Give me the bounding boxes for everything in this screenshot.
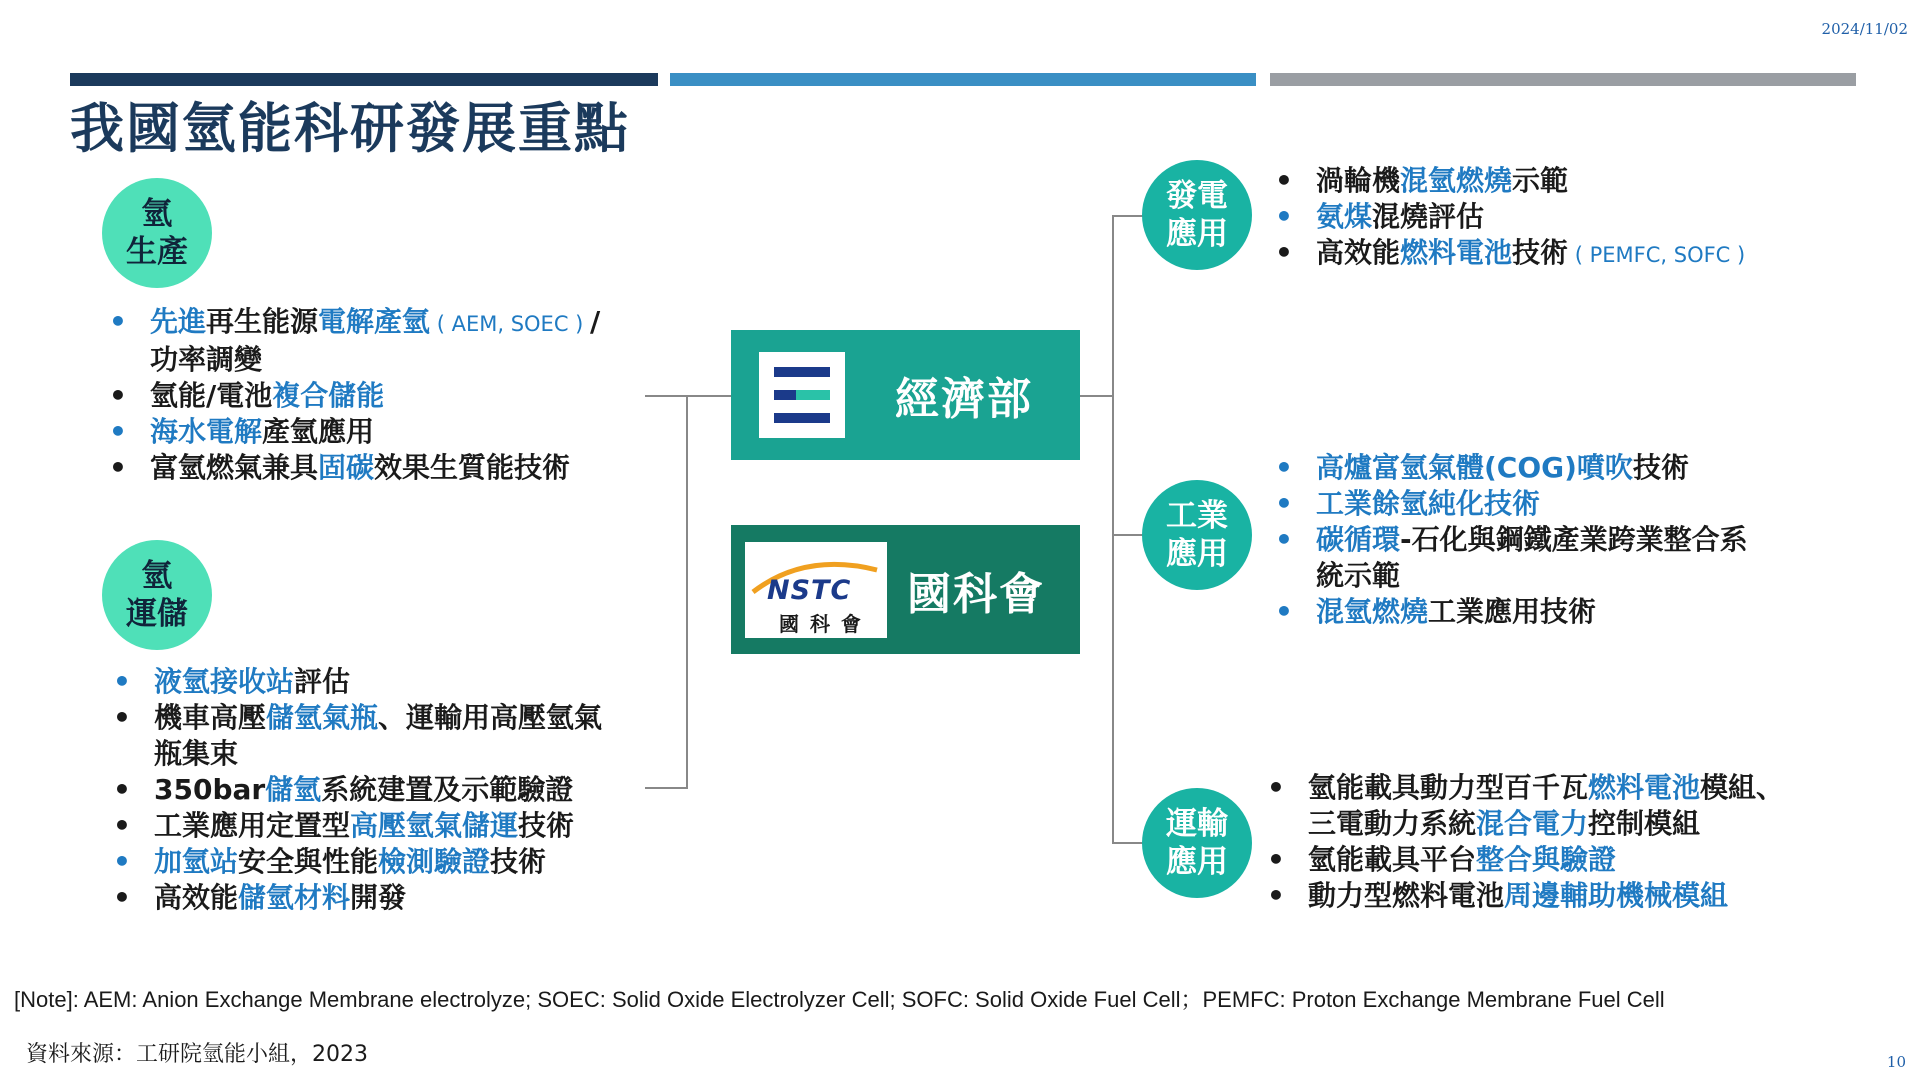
list-item	[1266, 878, 1906, 914]
list-item-text: 混合電力	[1476, 807, 1589, 840]
list-item	[112, 772, 652, 808]
list-item	[108, 304, 648, 378]
list-item-text: 模組、	[1700, 771, 1785, 804]
list-item-text: 加氫站	[154, 845, 239, 878]
list-item-text: 混燒評估	[1372, 200, 1485, 233]
hydrogen-storage-circle	[102, 540, 212, 650]
list-item-text: ( PEMFC, SOFC )	[1568, 243, 1746, 267]
circle-label-line2: 運儲	[126, 596, 188, 632]
list-item-text: 先進	[150, 305, 207, 338]
list-item	[112, 664, 652, 700]
circle-label-line2: 應用	[1166, 536, 1228, 572]
hydrogen-production-circle	[102, 178, 212, 288]
list-item	[1274, 163, 1894, 199]
list-item-text: 、運輸用高壓氫氣	[378, 701, 603, 734]
list-item-text: 效果生質能技術	[374, 451, 571, 484]
moea-label: 經濟部	[895, 374, 1033, 425]
list-item	[1274, 235, 1894, 273]
logo-stripe	[774, 390, 796, 400]
nstc-logo-subtext: 國 科 會	[779, 611, 863, 636]
list-item-text: 高效能	[154, 881, 239, 914]
list-item-text: 海水電解	[150, 415, 263, 448]
list-item-text: 儲氫氣瓶	[266, 701, 379, 734]
list-item-text: 氫能載具平台	[1308, 843, 1477, 876]
power-application-circle	[1142, 160, 1252, 270]
list-item	[108, 414, 648, 450]
connector-line	[687, 395, 731, 397]
list-item-text: 氨煤	[1316, 200, 1373, 233]
power-list	[1274, 163, 1894, 273]
circle-label-line1: 氫	[141, 558, 173, 594]
header-bar-3	[1270, 73, 1856, 86]
list-item-text: 評估	[294, 665, 351, 698]
list-item	[1274, 522, 1894, 594]
list-item-text: 技術	[490, 845, 547, 878]
production-list	[108, 304, 648, 486]
circle-label-line2: 生產	[126, 234, 188, 270]
list-item-text: 350bar	[154, 773, 266, 806]
list-item-text: 工業應用定置型	[154, 809, 351, 842]
transport-list	[1266, 770, 1906, 914]
source-label: 資料來源：工研院氫能小組，2023	[26, 1042, 368, 1067]
list-item-text: 開發	[350, 881, 407, 914]
list-item-text: 高效能	[1316, 236, 1401, 269]
list-item-text: 瓶集束	[154, 737, 239, 770]
list-item-text: 高壓氫氣儲運	[350, 809, 519, 842]
connector-line	[1112, 842, 1146, 844]
nstc-logo-text: NSTC	[767, 574, 852, 606]
list-item-text: 混氫燃燒	[1316, 595, 1429, 628]
list-item-text: 混氫燃燒	[1400, 164, 1513, 197]
list-item-text: 燃料電池	[1400, 236, 1513, 269]
list-item-text: 統示範	[1316, 559, 1401, 592]
list-item	[1266, 770, 1906, 842]
list-item-text: 工業應用技術	[1428, 595, 1597, 628]
list-item-text: 儲氫	[265, 773, 322, 806]
list-item-text: 動力型燃料電池	[1308, 879, 1505, 912]
list-item-text: 整合與驗證	[1476, 843, 1617, 876]
list-item	[112, 880, 652, 916]
list-item-text: 高爐富氫氣體(COG)噴吹	[1316, 451, 1633, 484]
list-item-text: -石化與鋼鐵產業跨業整合系	[1400, 523, 1748, 556]
list-item-text: ( AEM, SOEC )	[430, 312, 591, 336]
list-item-text: 示範	[1512, 164, 1569, 197]
list-item	[1274, 199, 1894, 235]
list-item	[108, 378, 648, 414]
list-item-text: 系統建置及示範驗證	[321, 773, 574, 806]
header-bar-2	[670, 73, 1256, 86]
list-item-text: 複合儲能	[272, 379, 385, 412]
list-item	[1274, 486, 1894, 522]
list-item	[1274, 450, 1894, 486]
list-item-text: 燃料電池	[1588, 771, 1701, 804]
date-label: 2024/11/02	[1821, 20, 1908, 38]
circle-label-line1: 氫	[141, 196, 173, 232]
connector-line	[1112, 215, 1146, 217]
list-item-text: 技術	[518, 809, 575, 842]
page-title: 我國氫能科研發展重點	[70, 97, 630, 160]
list-item-text: 再生能源	[206, 305, 319, 338]
circle-label-line1: 工業	[1166, 498, 1228, 534]
industry-application-circle	[1142, 480, 1252, 590]
list-item-text: /	[590, 305, 601, 338]
header-bar-1	[70, 73, 658, 86]
connector-line	[686, 395, 688, 789]
transport-application-circle	[1142, 788, 1252, 898]
connector-line	[645, 787, 687, 789]
footnote: [Note]: AEM: Anion Exchange Membrane electrolyze; SOEC: Solid Oxide Electrolyzer Cell; SOFC: Solid Oxide Fuel Cell；PEMFC: Proton Exchange Membrane Fuel Cell	[14, 987, 1665, 1012]
connector-line	[1080, 395, 1113, 397]
list-item-text: 產氫應用	[262, 415, 375, 448]
list-item-text: 安全與性能	[238, 845, 379, 878]
page-number: 10	[1886, 1053, 1906, 1071]
list-item	[112, 808, 652, 844]
list-item-text: 碳循環	[1316, 523, 1401, 556]
list-item-text: 周邊輔助機械模組	[1504, 879, 1729, 912]
list-item-text: 儲氫材料	[238, 881, 351, 914]
nstc-box	[731, 525, 1080, 654]
connector-line	[1112, 215, 1114, 844]
list-item-text: 技術	[1512, 236, 1569, 269]
list-item	[1274, 594, 1894, 630]
logo-stripe	[774, 367, 830, 377]
circle-label-line1: 運輸	[1166, 806, 1228, 842]
logo-stripe	[774, 413, 830, 423]
logo-stripe	[796, 390, 830, 400]
list-item-text: 氫能載具動力型百千瓦	[1308, 771, 1589, 804]
list-item	[112, 844, 652, 880]
list-item-text: 控制模組	[1588, 807, 1701, 840]
list-item	[1266, 842, 1906, 878]
connector-line	[1112, 534, 1146, 536]
storage-list	[112, 664, 652, 916]
list-item-text: 工業餘氫純化技術	[1316, 487, 1541, 520]
nstc-label: 國科會	[907, 568, 1045, 620]
list-item	[112, 700, 652, 772]
list-item	[108, 450, 648, 486]
list-item-text: 液氫接收站	[154, 665, 295, 698]
list-item-text: 富氫燃氣兼具	[150, 451, 319, 484]
list-item-text: 氫能/電池	[150, 379, 273, 412]
moea-e-logo-icon	[759, 352, 845, 438]
circle-label-line1: 發電	[1166, 178, 1228, 214]
industry-list	[1274, 450, 1894, 630]
list-item-text: 功率調變	[150, 343, 263, 376]
circle-label-line2: 應用	[1166, 216, 1228, 252]
list-item-text: 技術	[1632, 451, 1689, 484]
list-item-text: 固碳	[318, 451, 375, 484]
connector-line	[645, 395, 687, 397]
circle-label-line2: 應用	[1166, 844, 1228, 880]
list-item-text: 渦輪機	[1316, 164, 1401, 197]
moea-box	[731, 330, 1080, 460]
list-item-text: 三電動力系統	[1308, 807, 1477, 840]
list-item-text: 檢測驗證	[378, 845, 491, 878]
nstc-logo	[745, 542, 887, 638]
list-item-text: 電解產氫	[318, 305, 431, 338]
list-item-text: 機車高壓	[154, 701, 267, 734]
